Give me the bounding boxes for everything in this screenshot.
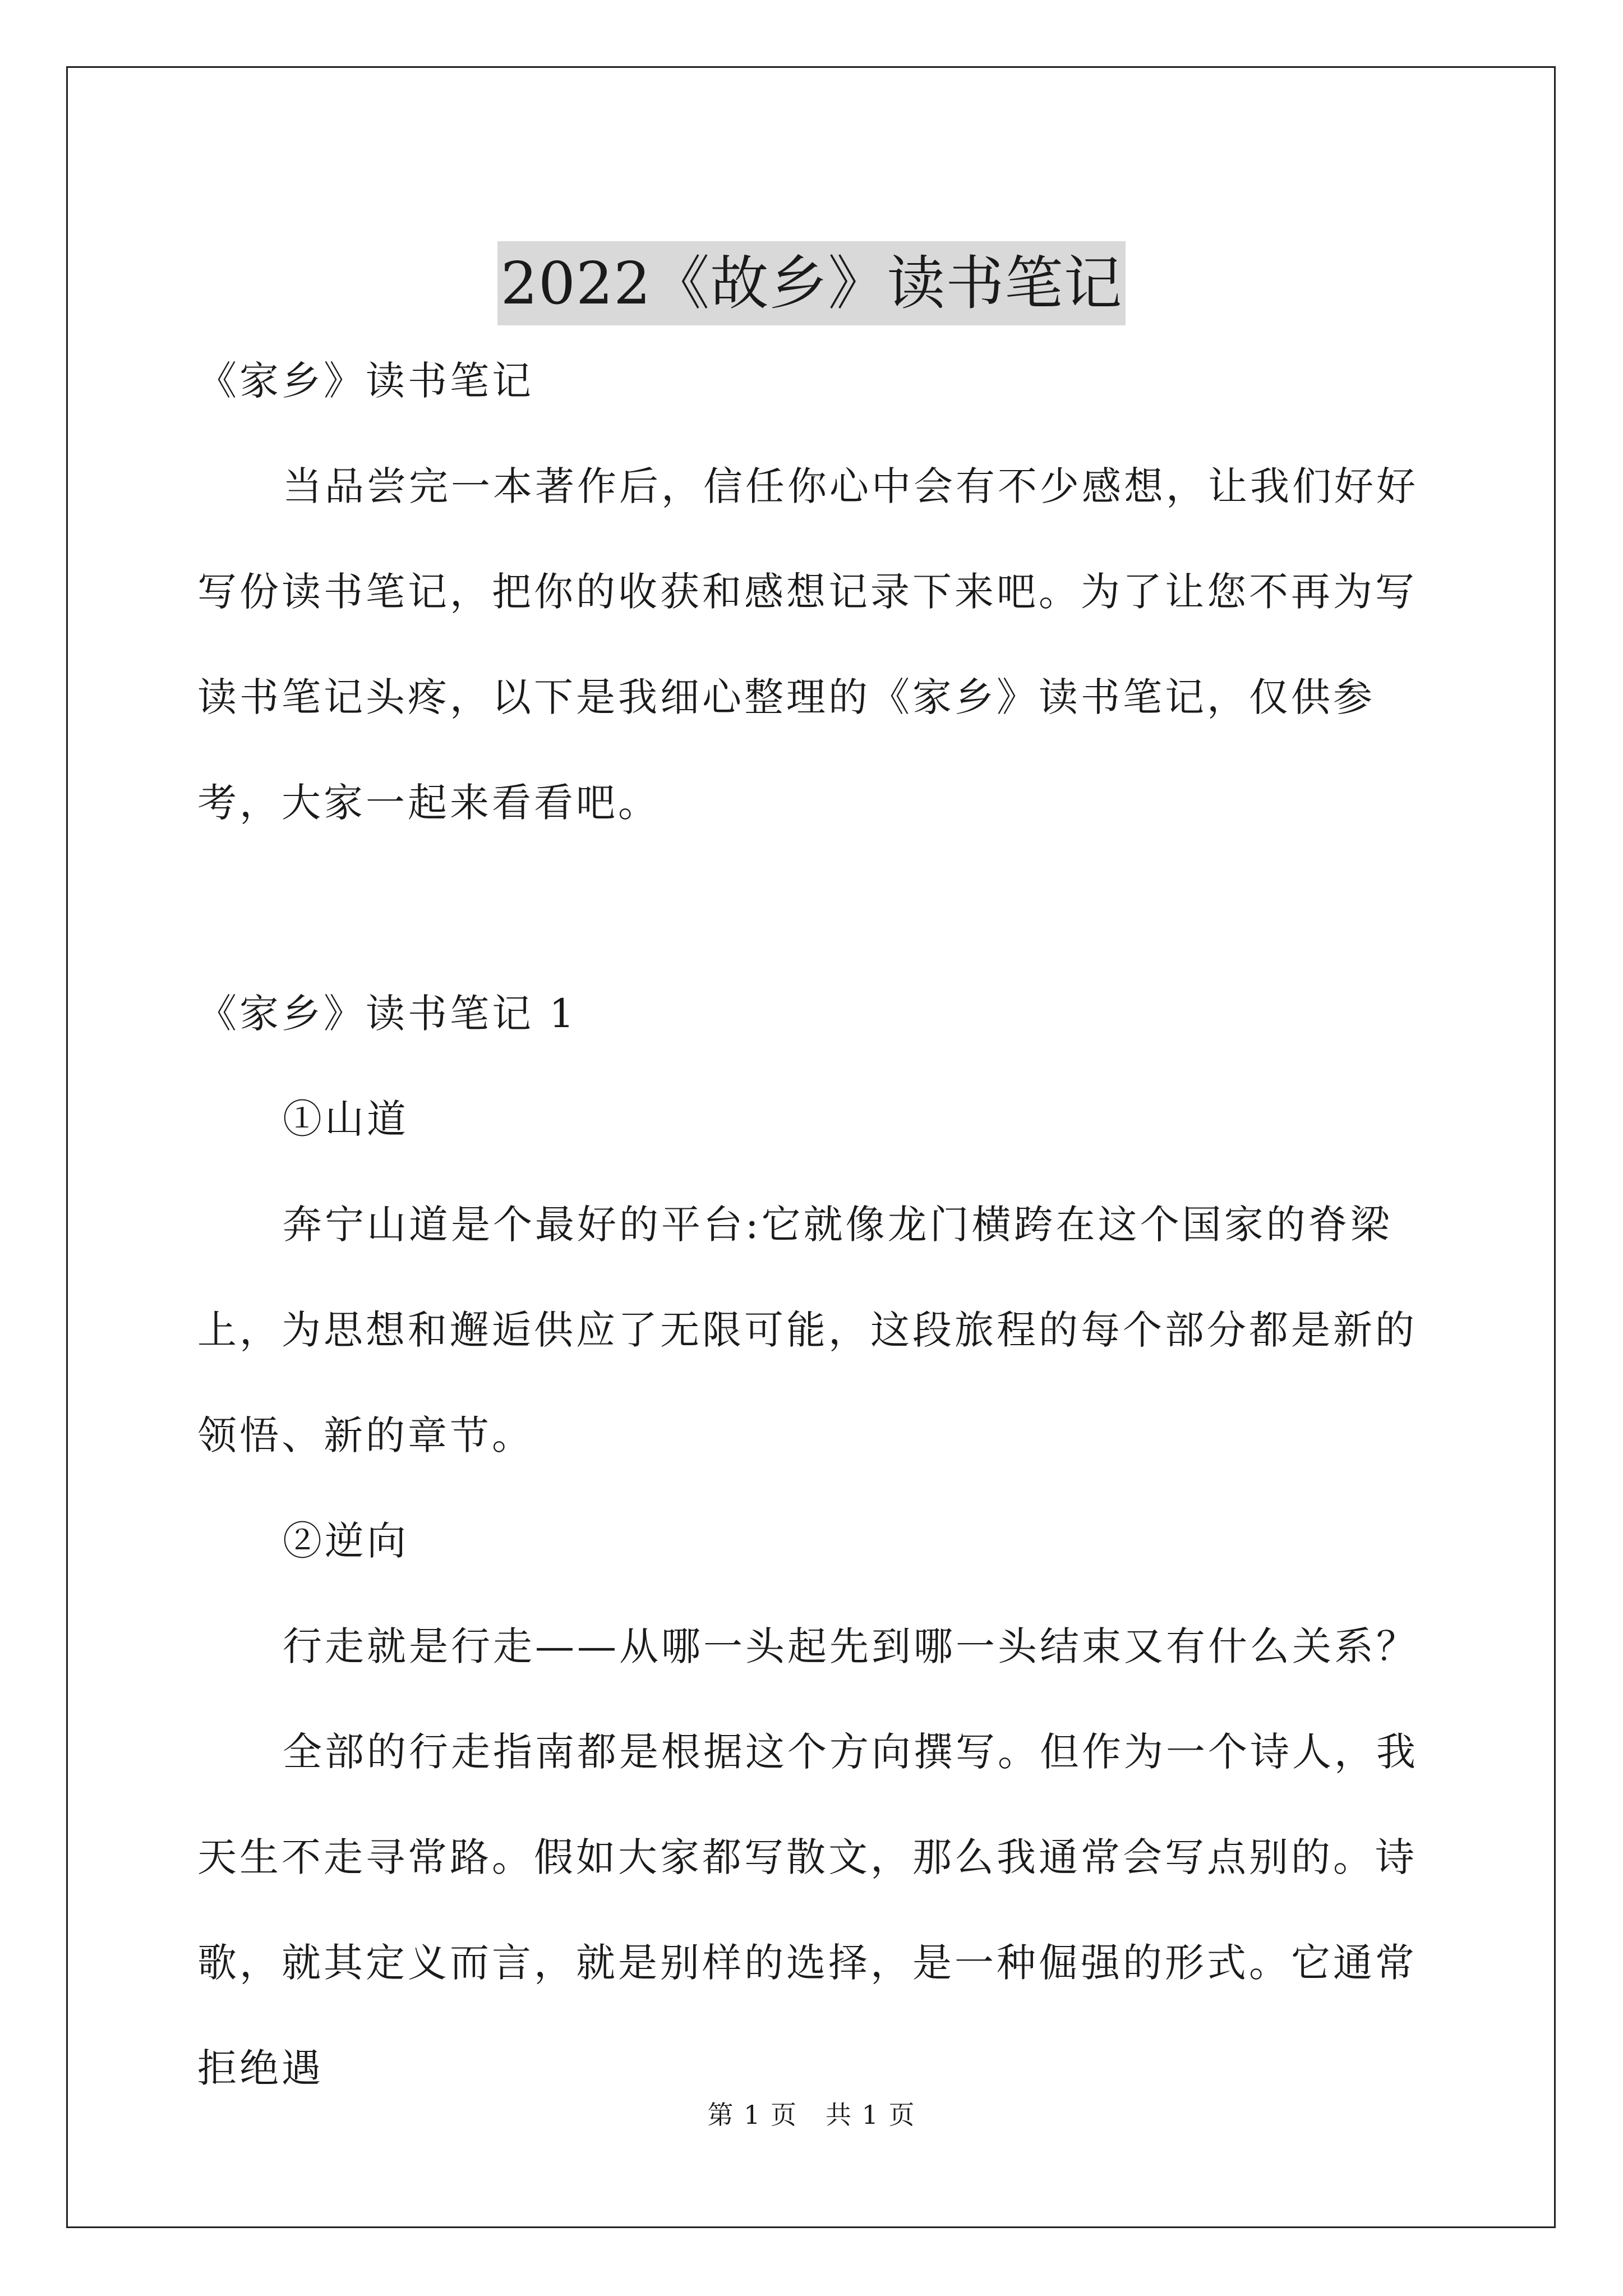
page-number: 第 1 页 [707, 2100, 797, 2130]
subheading-mountain-road: ①山道 [283, 1096, 409, 1142]
page-footer [0, 2098, 1623, 2132]
page-count: 共 1 页 [826, 2100, 916, 2130]
document-body [197, 328, 1449, 2121]
paragraph-gap [197, 855, 1449, 961]
section-heading: 《家乡》读书笔记 [197, 358, 534, 404]
paragraph-walking: 行走就是行走——从哪一头起先到哪一头结束又有什么关系？ [283, 1623, 1418, 1669]
document-title: 2022《故乡》读书笔记 [497, 241, 1126, 325]
paragraph-mountain-road: 奔宁山道是个最好的平台:它就像龙门横跨在这个国家的脊梁上，为思想和邂逅供应了无限可能，这段旅程的每个部分都是新的领悟、新的章节。 [197, 1202, 1417, 1458]
intro-paragraph: 当品尝完一本著作后，信任你心中会有不少感想，让我们好好写份读书笔记，把你的收获和感想记录下来吧。为了让您不再为写读书笔记头疼，以下是我细心整理的《家乡》读书笔记，仅供参考，大家一起来看看吧。 [197, 463, 1418, 826]
paragraph-poet: 全部的行走指南都是根据这个方向撰写。但作为一个诗人，我天生不走寻常路。假如大家都写散文，那么我通常会写点别的。诗歌，就其定义而言，就是别样的选择，是一种倔强的形式。它通常拒绝遇 [197, 1729, 1418, 2091]
section-heading-1: 《家乡》读书笔记 1 [197, 991, 577, 1037]
subheading-reverse: ②逆向 [283, 1518, 409, 1564]
